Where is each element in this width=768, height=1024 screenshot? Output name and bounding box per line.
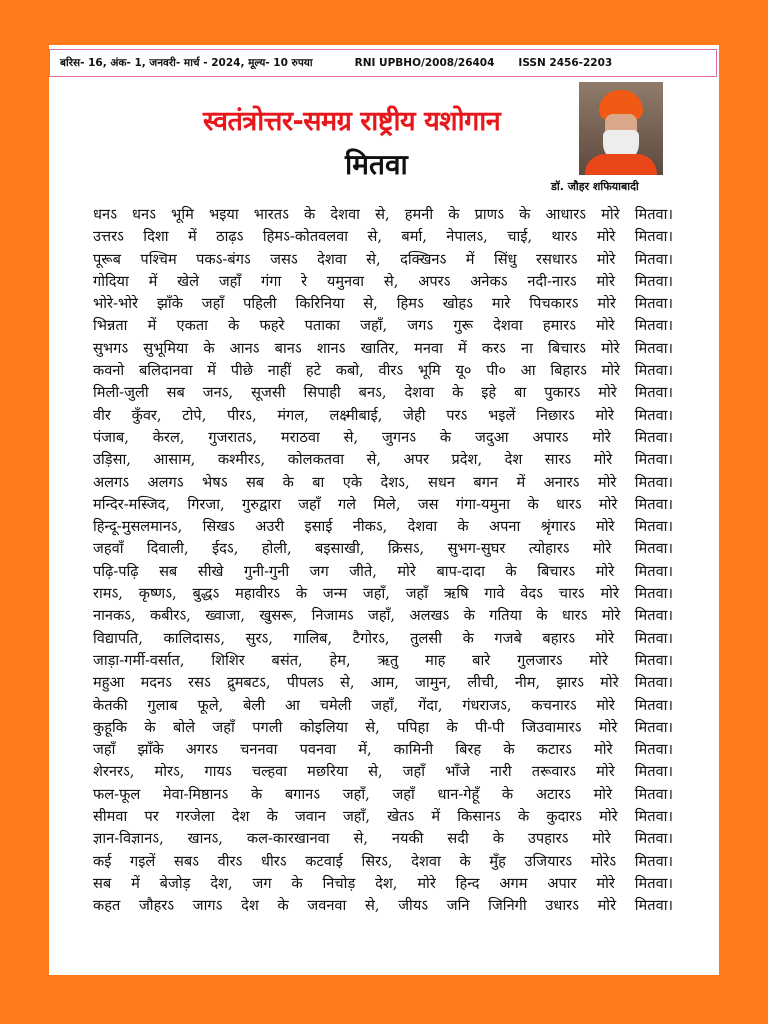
poem-line: कई गइलें सबऽ वीरऽ धीरऽ कटवाई सिरऽ, देशवा के मुँह उजियारऽ मोरेऽ मितवा। — [93, 852, 673, 870]
article-title: स्वतंत्रोत्तर-समग्र राष्ट्रीय यशोगान — [203, 106, 501, 137]
poem-line: विद्यापति, कालिदासऽ, सुरऽ, गालिब, टैगोरऽ, तुलसी के गजबे बहारऽ मोरे मितवा। — [93, 629, 673, 647]
poem-line: रामऽ, कृष्णऽ, बुद्धऽ महावीरऽ के जन्म जहाँ, जहाँ ऋषि गावे वेदऽ चारऽ मोरे मितवा। — [93, 585, 673, 603]
poem-line: पूरूब पश्चिम पकऽ-बंगऽ जसऽ देशवा से, दक्खिनऽ में सिंधु रसधारऽ मोरे मितवा। — [93, 250, 673, 268]
poem-line: केतकी गुलाब फूले, बेली आ चमेली जहाँ, गेंदा, गंधराजऽ, कचनारऽ मोरे मितवा। — [93, 696, 673, 714]
author-photo-robe — [585, 154, 657, 175]
poem-line: मिली-जुली सब जनऽ, सूजसी सिपाही बनऽ, देशवा के इहे बा पुकारऽ मोरे मितवा। — [93, 384, 673, 402]
poem-line: कहत जौहरऽ जागऽ देश के जवनवा से, जीयऽ जनि जिनिगी उधारऽ मोरे मितवा। — [93, 897, 673, 915]
poem-line: धनऽ धनऽ भूमि भइया भारतऽ के देशवा से, हमनी के प्राणऽ के आधारऽ मोरे मितवा। — [93, 206, 673, 223]
poem-line: जाड़ा-गर्मी-वर्सात, शिशिर बसंत, हेम, ऋतु माह बारे गुलजारऽ मोरे मितवा। — [93, 651, 673, 669]
poem-line: महुआ मदनऽ रसऽ द्रुमबटऽ, पीपलऽ से, आम, जामुन, लीची, नीम, झारऽ मोरे मितवा। — [93, 674, 673, 692]
poem-line: जहाँ झाँके अगरऽ चननवा पवनवा में, कामिनी बिरह के कटारऽ मोरे मितवा। — [93, 741, 673, 759]
poem-line: ज्ञान-विज्ञानऽ, खानऽ, कल-कारखानवा से, नयकी सदी के उपहारऽ मोरे मितवा। — [93, 830, 673, 848]
issue-info: बरिस- 16, अंक- 1, जनवरी- मार्च - 2024, मूल्य- 10 रुपया — [60, 57, 313, 69]
poem-line: भोरे-भोरे झाँके जहाँ पहिली किरिनिया से, हिमऽ खोहऽ मारे पिचकारऽ मोरे मितवा। — [93, 295, 673, 313]
poem-line: शेरनरऽ, मोरऽ, गायऽ चल्हवा मछरिया से, जहाँ भाँजे नारी तरूवारऽ मोरे मितवा। — [93, 763, 673, 781]
poem-line: अलगऽ अलगऽ भेषऽ सब के बा एके देशऽ, सधन बगन में अनारऽ मोरे मितवा। — [93, 473, 673, 491]
poem-line: जहवाँ दिवाली, ईदऽ, होली, बइसाखी, क्रिसऽ, सुभग-सुघर त्योहारऽ मोरे मितवा। — [93, 540, 673, 558]
magazine-page — [49, 45, 719, 975]
author-photo — [579, 82, 663, 175]
poem-line: भिन्नता में एकता के फहरे पताका जहाँ, जगऽ गुरू देशवा हमारऽ मोरे मितवा। — [93, 317, 673, 335]
poem-line: हिन्दू-मुसलमानऽ, सिखऽ अउरी इसाई नीकऽ, देशवा के अपना श्रृंगारऽ मोरे मितवा। — [93, 518, 673, 536]
poem-body — [93, 204, 673, 918]
poem-line: वीर कुँवर, टोपे, पीरऽ, मंगल, लक्ष्मीबाई, जेही परऽ भइलें निछारऽ मोरे मितवा। — [93, 406, 673, 424]
poem-line: कुहूकि के बोले जहाँ पगली कोइलिया से, पपिहा के पी-पी जिउवामारऽ मोरे मितवा। — [93, 718, 673, 736]
poem-line: पढ़ि-पढ़ि सब सीखे गुनी-गुनी जग जीते, मोरे बाप-दादा के बिचारऽ मोरे मितवा। — [93, 562, 673, 580]
poem-line: उत्तरऽ दिशा में ठाढ़ऽ हिमऽ-कोतवलवा से, बर्मा, नेपालऽ, चाई, थारऽ मोरे मितवा। — [93, 228, 673, 246]
poem-line: मन्दिर-मस्जिद, गिरजा, गुरुद्वारा जहाँ गले मिले, जस गंगा-यमुना के धारऽ मोरे मितवा। — [93, 495, 673, 513]
masthead-bar — [49, 49, 717, 77]
author-name: डॉ. जौहर शफियाबादी — [551, 180, 639, 193]
article-subtitle: मितवा — [345, 148, 408, 181]
poem-line: सुभगऽ सुभूमिया के आनऽ बानऽ शानऽ खातिर, मनवा में करऽ ना बिचारऽ मोरे मितवा। — [93, 339, 673, 357]
poem-line: सीमवा पर गरजेला देश के जवान जहाँ, खेतऽ में किसानऽ के कुदारऽ मोरे मितवा। — [93, 808, 673, 826]
poem-line: उड़िसा, आसाम, कश्मीरऽ, कोलकतवा से, अपर प्रदेश, देश सारऽ मोरे मितवा। — [93, 451, 673, 469]
poem-line: सब में बेजोड़ देश, जग के निचोड़ देश, मोरे हिन्द अगम अपार मोरे मितवा। — [93, 874, 673, 892]
poem-line: गोदिया में खेले जहाँ गंगा रे यमुनवा से, अपरऽ अनेकऽ नदी-नारऽ मोरे मितवा। — [93, 272, 673, 290]
poem-line: कवनो बलिदानवा में पीछे नाहीं हटे कबो, वीरऽ भूमि यू० पी० आ बिहारऽ मोरे मितवा। — [93, 362, 673, 380]
poem-line: फल-फूल मेवा-मिष्ठानऽ के बगानऽ जहाँ, जहाँ धान-गेहूँ के अटारऽ मोरे मितवा। — [93, 785, 673, 803]
issn-number: ISSN 2456-2203 — [518, 57, 613, 69]
poem-line: पंजाब, केरल, गुजरातऽ, मराठवा से, जुगनऽ के जदुआ अपारऽ मोरे मितवा। — [93, 428, 673, 446]
poem-line: नानकऽ, कबीरऽ, ख्वाजा, खुसरू, निजामऽ जहाँ, अलखऽ के गतिया के धारऽ मोरे मितवा। — [93, 607, 673, 625]
rni-number: RNI UPBHO/2008/26404 — [354, 57, 495, 69]
